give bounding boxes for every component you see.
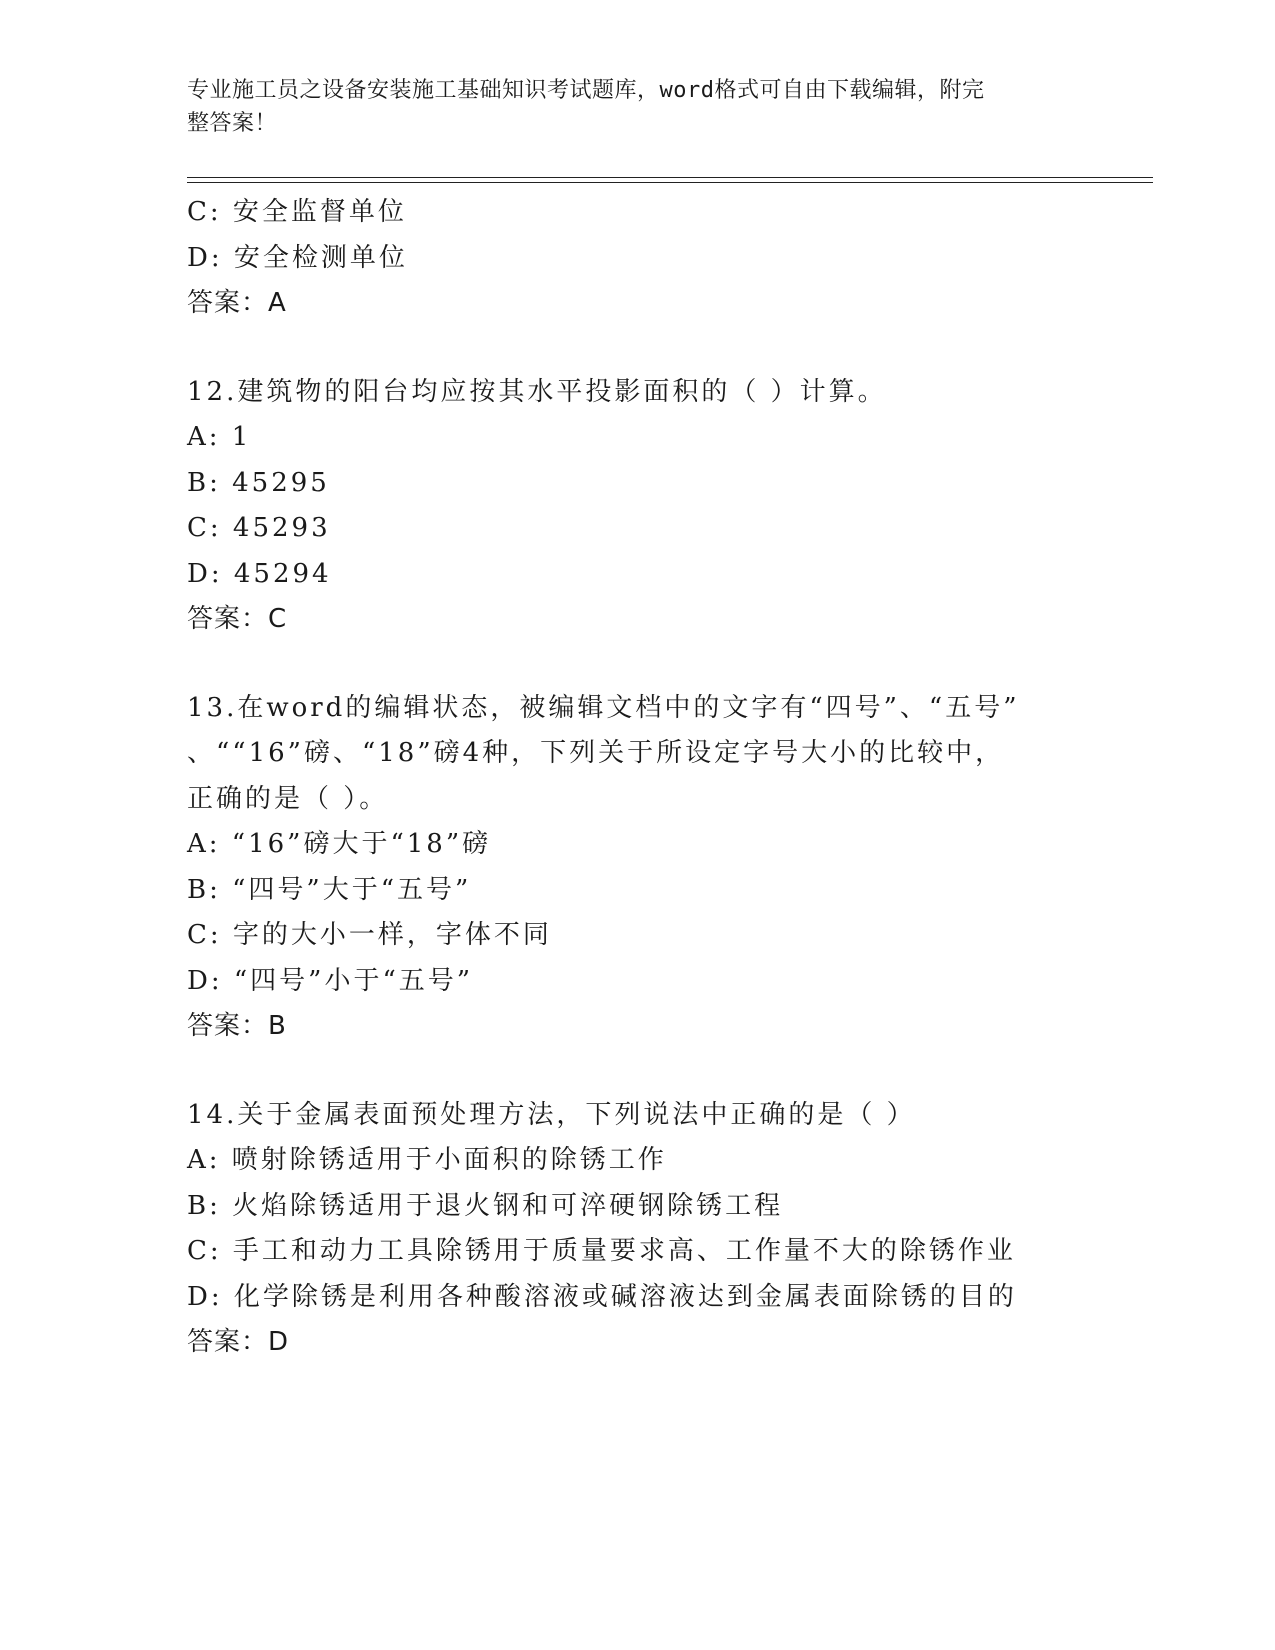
option-a: A: “16”磅大于“18”磅 xyxy=(187,829,492,859)
question-13 xyxy=(187,686,1153,1050)
question-text-line-2: 、““16”磅、“18”磅4种，下列关于所设定字号大小的比较中， xyxy=(187,738,1005,768)
question-list xyxy=(187,190,1153,1366)
question-text: 12.建筑物的阳台均应按其水平投影面积的（ ）计算。 xyxy=(187,376,887,407)
option-d: D: 安全检测单位 xyxy=(187,242,408,273)
option-a: A: 1 xyxy=(187,422,252,452)
option-c: C: 字的大小一样，字体不同 xyxy=(187,920,552,950)
option-b: B: 火焰除锈适用于退火钢和可淬硬钢除锈工程 xyxy=(187,1190,784,1221)
option-c: C: 手工和动力工具除锈用于质量要求高、工作量不大的除锈作业 xyxy=(187,1236,1016,1266)
question-text: 14.关于金属表面预处理方法，下列说法中正确的是（ ） xyxy=(187,1099,916,1130)
spacer xyxy=(187,1050,1153,1093)
answer: 答案：D xyxy=(187,1327,290,1357)
question-12 xyxy=(187,370,1153,643)
question-text-line-3: 正确的是（ ）。 xyxy=(187,783,389,814)
header-divider-bottom xyxy=(187,182,1153,183)
answer: 答案：B xyxy=(187,1011,287,1041)
option-c: C: 安全监督单位 xyxy=(187,197,407,227)
option-b: B: “四号”大于“五号” xyxy=(187,874,472,905)
spacer xyxy=(187,327,1153,370)
question-text-line-1: 13.在word的编辑状态，被编辑文档中的文字有“四号”、“五号” xyxy=(187,692,1020,723)
option-d: D: 化学除锈是利用各种酸溶液或碱溶液达到金属表面除锈的目的 xyxy=(187,1281,1017,1312)
spacer xyxy=(187,643,1153,686)
option-a: A: 喷射除锈适用于小面积的除锈工作 xyxy=(187,1145,667,1175)
answer: 答案：C xyxy=(187,604,288,634)
header-title-line-1: 专业施工员之设备安装施工基础知识考试题库，word格式可自由下载编辑，附完 xyxy=(187,78,985,103)
option-b: B: 45295 xyxy=(187,467,330,498)
question-11-tail xyxy=(187,190,1153,327)
answer: 答案：A xyxy=(187,288,287,318)
page-header xyxy=(187,74,1067,140)
question-14 xyxy=(187,1093,1153,1366)
option-c: C: 45293 xyxy=(187,513,331,543)
option-d: D: “四号”小于“五号” xyxy=(187,965,474,996)
header-divider-top xyxy=(187,177,1153,178)
header-title-line-2: 整答案！ xyxy=(187,111,278,136)
option-d: D: 45294 xyxy=(187,558,332,589)
